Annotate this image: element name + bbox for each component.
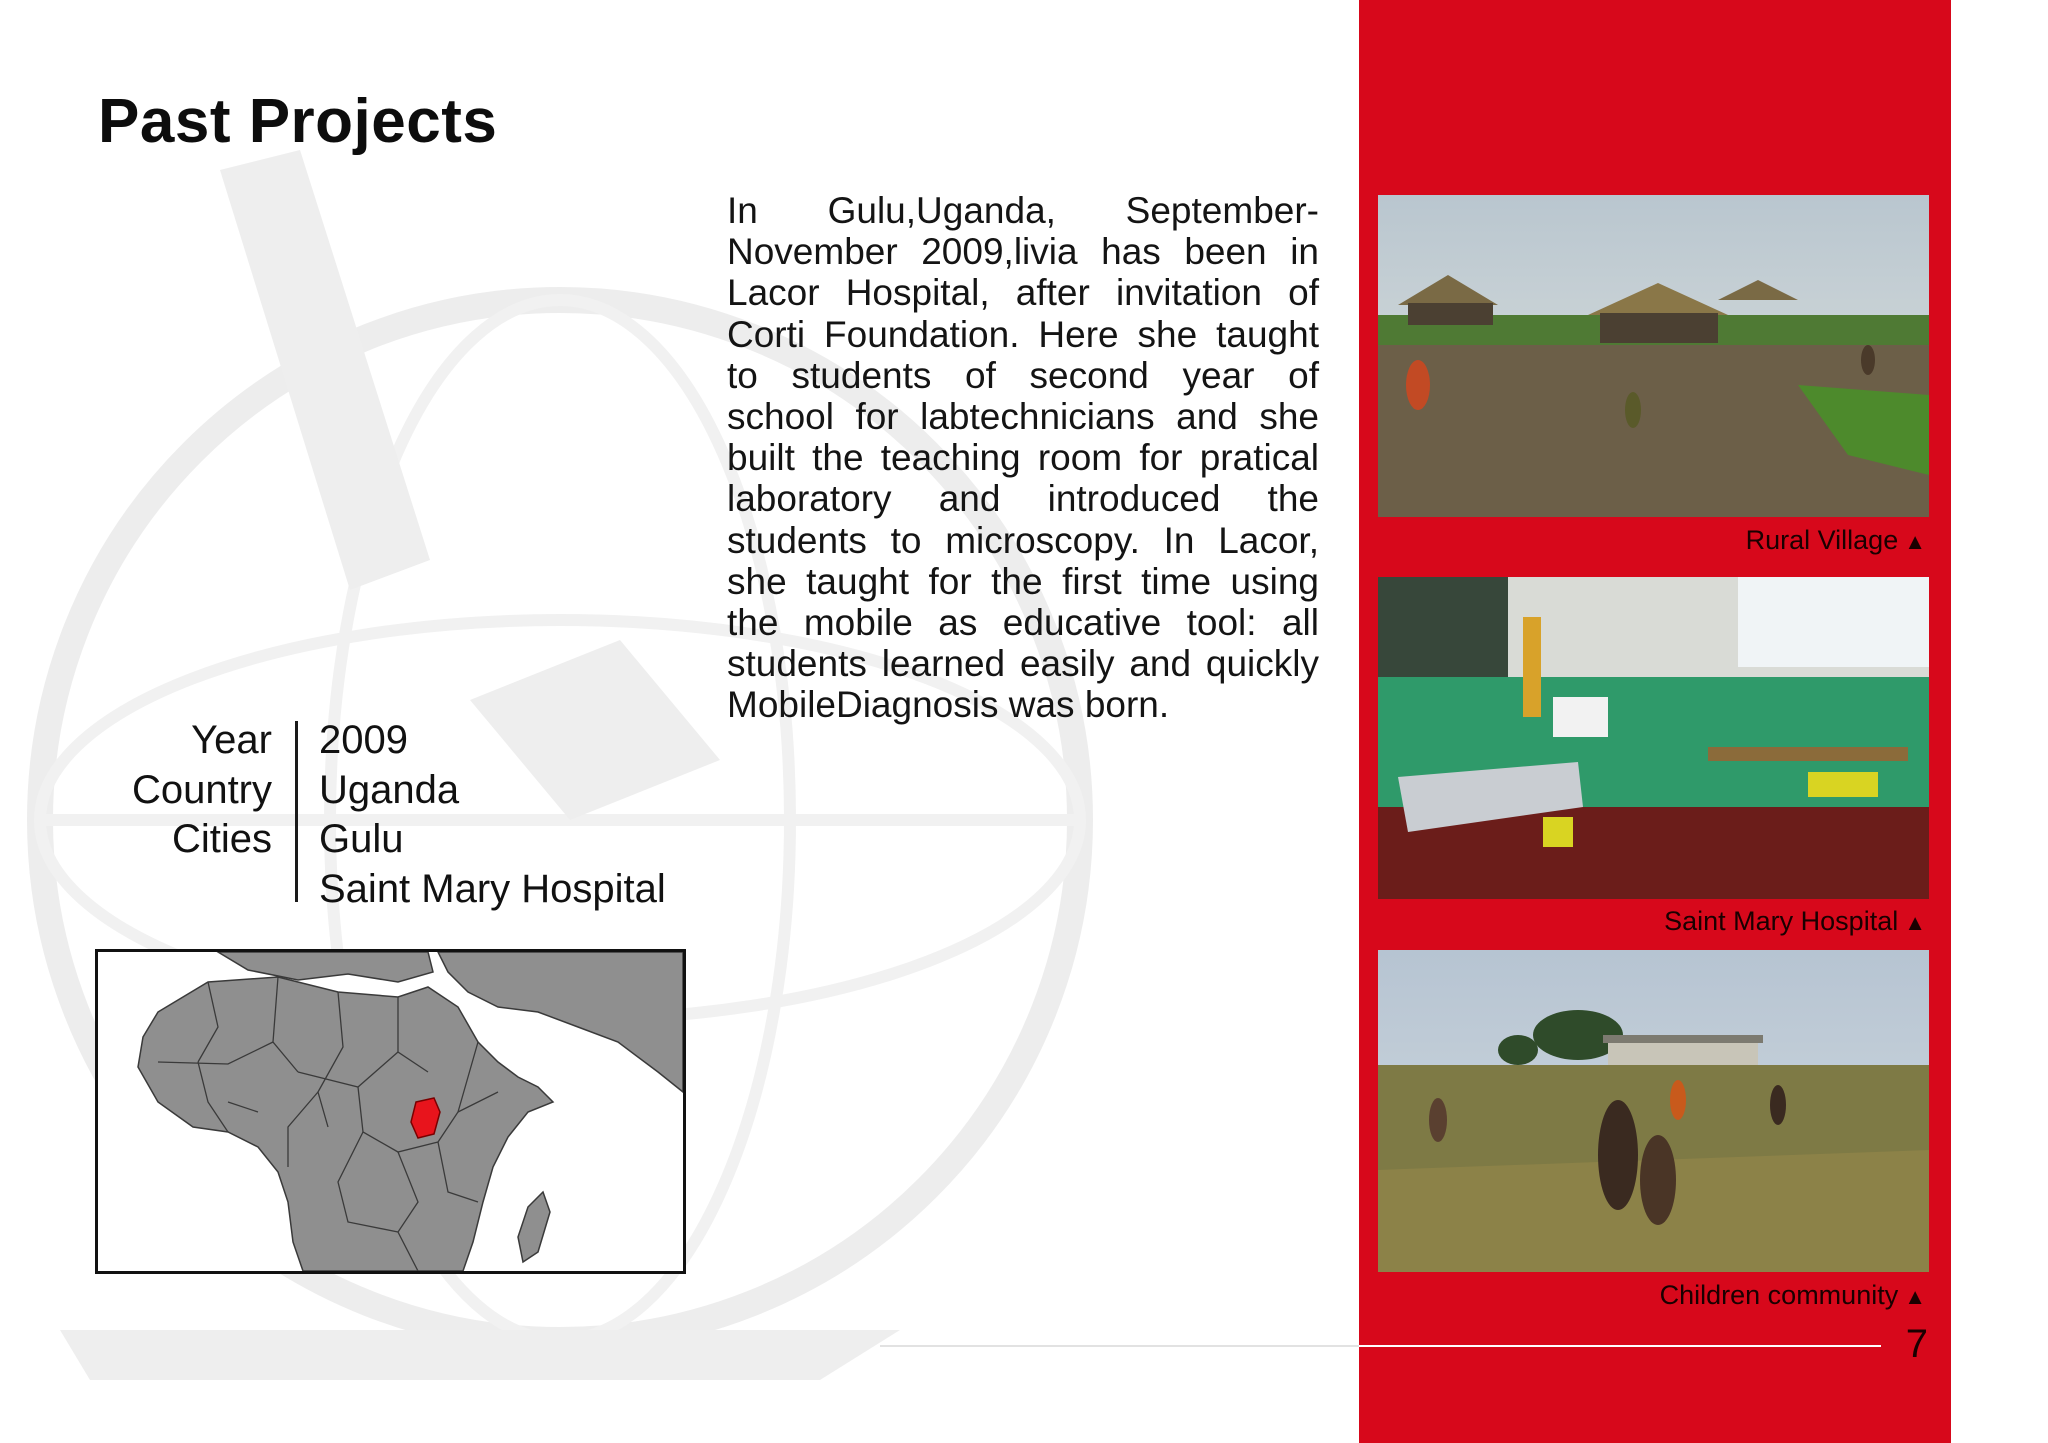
children-community-photo xyxy=(1378,950,1929,1272)
children-community-caption xyxy=(1660,1280,1926,1311)
saint-mary-hospital-photo xyxy=(1378,577,1929,899)
triangle-up-icon: ▲ xyxy=(1904,910,1926,935)
rural-village-photo xyxy=(1378,195,1929,517)
info-divider xyxy=(295,721,298,902)
country-label: Country xyxy=(131,767,272,812)
children-community-caption-text: Children community xyxy=(1659,1280,1899,1310)
page-number: 7 xyxy=(1905,1322,1928,1366)
footer-rule-accent xyxy=(1359,1345,1881,1347)
africa-map xyxy=(95,949,686,1274)
footer-rule xyxy=(880,1345,1360,1347)
africa-map-graphic xyxy=(98,952,683,1271)
saint-mary-hospital-caption xyxy=(1664,906,1926,937)
triangle-up-icon: ▲ xyxy=(1904,529,1926,554)
children-field-image xyxy=(1378,950,1929,1272)
page-title: Past Projects xyxy=(98,87,498,156)
hospital-value: Saint Mary Hospital xyxy=(319,866,666,911)
rural-village-caption-text: Rural Village xyxy=(1745,525,1899,555)
hospital-lab-image xyxy=(1378,577,1929,899)
project-info-values xyxy=(319,716,719,914)
city-value: Gulu xyxy=(319,817,404,861)
triangle-up-icon: ▲ xyxy=(1904,1284,1926,1309)
rural-village-image xyxy=(1378,195,1929,517)
cities-label: Cities xyxy=(171,817,272,861)
project-description: In Gulu,Uganda, September-November 2009,livia has been in Lacor Hospital, after invitation of Corti Foundation. Here she taught to students of second year of school for labtechnicians and she built the teaching room for pratical laboratory and introduced the students to microscopy. In Lacor, she taught for the first time using the mobile as educative tool: all students learned easily and quickly MobileDiagnosis was born. xyxy=(727,190,1319,726)
rural-village-caption xyxy=(1746,525,1926,556)
year-value: 2009 xyxy=(319,718,408,762)
saint-mary-hospital-caption-text: Saint Mary Hospital xyxy=(1664,906,1899,936)
project-info-labels xyxy=(90,716,272,865)
country-value: Uganda xyxy=(319,767,460,812)
year-label: Year xyxy=(191,718,272,762)
